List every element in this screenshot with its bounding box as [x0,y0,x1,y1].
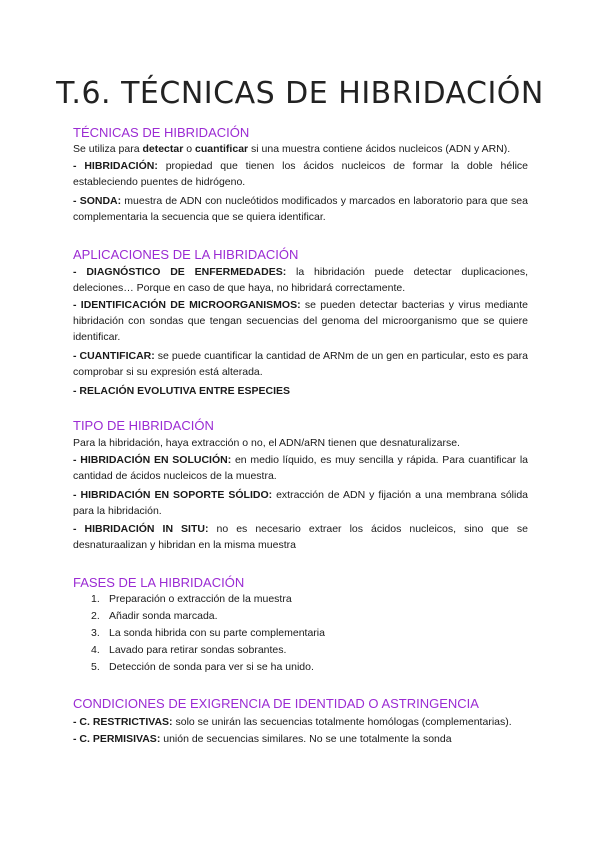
list-item [73,608,325,625]
term-definition: se puede cuantificar la cantidad de ARNm de un gen en particular, esto es para comprobar si su expresión está alterada. [73,350,528,378]
term-label: - SONDA: [73,195,122,207]
paragraph-identificacion [73,297,528,345]
term-definition: propiedad que tienen los ácidos nucleicos de formar la doble hélice estableciendo puentes de hidrógeno. [73,160,528,188]
paragraph-permisivas [73,731,528,747]
paragraph-hibridacion [73,158,528,190]
term-label: - DIAGNÓSTICO DE ENFERMEDADES: [73,266,287,278]
step-number: 5. [91,661,100,673]
term-label: - CUANTIFICAR: [73,350,155,362]
term-label: - RELACIÓN EVOLUTIVA ENTRE ESPECIES [73,385,291,397]
term-label: - HIBRIDACIÓN EN SOLUCIÓN: [73,454,232,466]
paragraph-sonda [73,193,528,225]
intro-text: si una muestra contiene ácidos nucleicos (ADN y ARN). [248,143,511,155]
term-definition: muestra de ADN con nucleótidos modificados y marcados en laboratorio para que sea complementaria la secuencia que se quiera identificar. [73,195,528,223]
list-item [73,659,325,676]
term-label: - C. PERMISIVAS: [73,733,161,745]
term-definition: en medio líquido, es muy sencilla y rápida. Para cuantificar la cantidad de ácidos nucleicos de la muestra. [73,454,528,482]
step-text: Añadir sonda marcada. [109,610,218,622]
section-heading-fases: FASES DE LA HIBRIDACIÓN [73,575,245,590]
list-item [73,625,325,642]
term-label: - HIBRIDACIÓN EN SOPORTE SÓLIDO: [73,489,273,501]
step-text: La sonda hibrida con su parte complementaria [109,627,325,639]
term-definition: solo se unirán las secuencias totalmente homólogas (complementarias). [172,716,512,728]
paragraph-intro [73,141,528,157]
term-definition: extracción de ADN y fijación a una membrana sólida para la hibridación. [73,489,528,517]
steps-list [73,591,325,676]
paragraph-relacion [73,383,528,399]
section-heading-aplicaciones: APLICACIONES DE LA HIBRIDACIÓN [73,247,299,262]
step-number: 4. [91,644,100,656]
intro-bold-detectar: detectar [142,143,184,155]
intro-bold-cuantificar: cuantificar [195,143,249,155]
step-text: Preparación o extracción de la muestra [109,593,292,605]
intro-text: o [183,143,196,155]
page-title: T.6. TÉCNICAS DE HIBRIDACIÓN [56,76,544,111]
step-number: 3. [91,627,100,639]
step-text: Lavado para retirar sondas sobrantes. [109,644,287,656]
step-text: Detección de sonda para ver si se ha unido. [109,661,314,673]
term-label: - IDENTIFICACIÓN DE MICROORGANISMOS: [73,299,301,311]
list-item [73,591,325,608]
term-label: - HIBRIDACIÓN: [73,160,158,172]
intro-text: Se utiliza para [73,143,143,155]
paragraph-cuantificar [73,348,528,380]
section-heading-tecnicas: TÉCNICAS DE HIBRIDACIÓN [73,125,250,140]
paragraph-solucion [73,452,528,484]
paragraph-in-situ [73,521,528,553]
term-definition: no es necesario extraer los ácidos nucleicos, sino que se desnaturaalizan y hibridan en la misma muestra [73,523,529,551]
step-number: 1. [91,593,100,605]
paragraph-tipo-intro: Para la hibridación, haya extracción o no, el ADN/aRN tienen que desnaturalizarse. [73,437,460,449]
term-label: - HIBRIDACIÓN IN SITU: [73,523,209,535]
paragraph-soporte-solido [73,487,528,519]
term-definition: la hibridación puede detectar duplicaciones, deleciones… Porque en caso de que haya, no hibridará correctamente. [73,266,528,294]
section-heading-tipo: TIPO DE HIBRIDACIÓN [73,418,214,433]
term-label: - C. RESTRICTIVAS: [73,716,173,728]
list-item [73,642,325,659]
section-heading-condiciones: CONDICIONES DE EXIGRENCIA DE IDENTIDAD O ASTRINGENCIA [73,696,479,711]
term-definition: unión de secuencias similares. No se une totalmente la sonda [160,733,452,745]
step-number: 2. [91,610,100,622]
paragraph-diagnostico [73,264,528,296]
paragraph-restrictivas [73,714,528,730]
term-definition: se pueden detectar bacterias y virus mediante hibridación con sondas que tengan secuencias del genoma del microorganismo que se quiere identificar. [73,299,528,343]
